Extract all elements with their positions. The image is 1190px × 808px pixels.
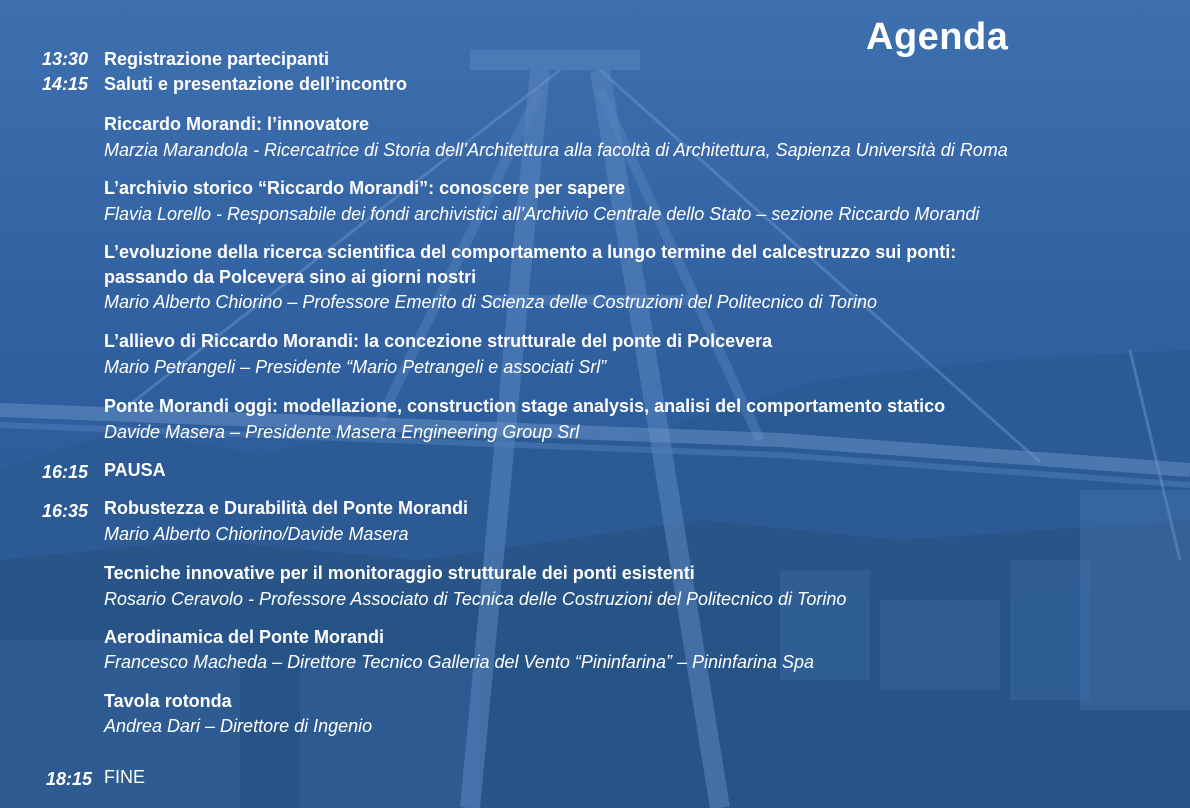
talk-speaker: Francesco Macheda – Direttore Tecnico Galleria del Vento “Pininfarina” – Pininfarina Spa	[104, 652, 815, 672]
time-1815: 18:15	[45, 769, 92, 789]
talk-title-continued: passando da Polcevera sino ai giorni nostri	[104, 267, 477, 287]
talk-title: Robustezza e Durabilità del Ponte Morandi	[104, 498, 469, 518]
break-item: PAUSA	[104, 460, 166, 480]
greetings-item: Saluti e presentazione dell’incontro	[104, 74, 408, 94]
time-1615: 16:15	[41, 462, 88, 482]
time-1330: 13:30	[41, 49, 88, 69]
talk-title: L’evoluzione della ricerca scientifica del comportamento a lungo termine del calcestruzzo sui ponti:	[104, 242, 957, 262]
talk-title: Riccardo Morandi: l’innovatore	[104, 114, 370, 134]
talk-speaker: Mario Alberto Chiorino – Professore Emerito di Scienza delle Costruzioni del Politecnico di Torino	[104, 292, 878, 312]
agenda-title: Agenda	[866, 16, 1009, 58]
talk-speaker: Mario Petrangeli – Presidente “Mario Petrangeli e associati Srl”	[104, 357, 607, 377]
talk-speaker: Flavia Lorello - Responsabile dei fondi archivistici all’Archivio Centrale dello Stato – sezione Riccardo Morandi	[104, 204, 980, 224]
time-1415: 14:15	[41, 74, 88, 94]
talk-title: L’allievo di Riccardo Morandi: la concezione strutturale del ponte di Polcevera	[104, 331, 773, 351]
talk-title: Tavola rotonda	[104, 691, 232, 711]
talk-title: Ponte Morandi oggi: modellazione, construction stage analysis, analisi del comportamento statico	[104, 396, 946, 416]
time-1635: 16:35	[41, 501, 88, 521]
talk-speaker: Mario Alberto Chiorino/Davide Masera	[104, 524, 409, 544]
talk-speaker: Davide Masera – Presidente Masera Engineering Group Srl	[104, 422, 580, 442]
talk-title: Tecniche innovative per il monitoraggio strutturale dei ponti esistenti	[104, 563, 695, 583]
talk-speaker: Andrea Dari – Direttore di Ingenio	[104, 716, 373, 736]
registration-item: Registrazione partecipanti	[104, 49, 330, 69]
talk-title: L’archivio storico “Riccardo Morandi”: conoscere per sapere	[104, 178, 626, 198]
talk-speaker: Rosario Ceravolo - Professore Associato di Tecnica delle Costruzioni del Politecnico di Torino	[104, 589, 847, 609]
talk-speaker: Marzia Marandola - Ricercatrice di Storia dell’Architettura alla facoltà di Architettura, Sapienza Università di Roma	[104, 140, 1008, 160]
talk-title: Aerodinamica del Ponte Morandi	[104, 627, 385, 647]
end-item: FINE	[104, 767, 146, 787]
